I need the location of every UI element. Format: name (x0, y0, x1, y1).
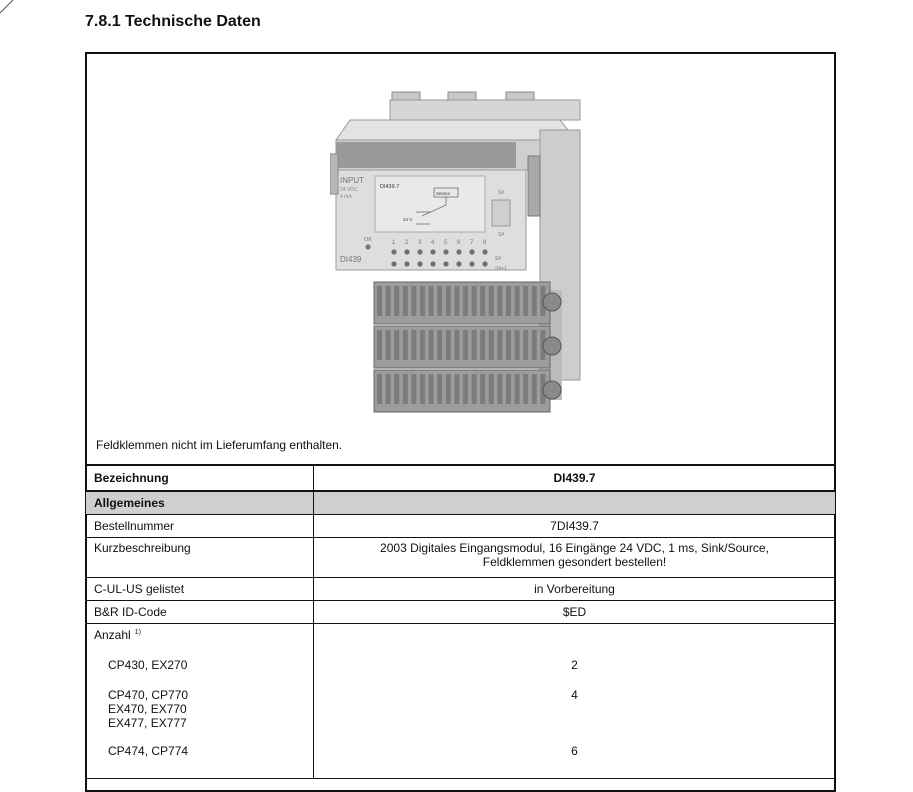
module-right-label-2: S# (498, 232, 505, 238)
section-label: Allgemeines (86, 491, 314, 515)
terminal-slot (394, 330, 399, 360)
table-header-row (86, 465, 836, 491)
terminal-slot (480, 374, 485, 404)
terminal-slot (446, 286, 451, 316)
terminal-slot (506, 374, 511, 404)
channel-number: 6 (457, 240, 461, 246)
row-label: C-UL-US gelistet (86, 578, 314, 601)
terminal-lever (543, 381, 561, 399)
terminal-slot (463, 374, 468, 404)
terminal-slot (411, 286, 416, 316)
terminal-slot (497, 286, 502, 316)
terminal-slot (480, 330, 485, 360)
terminal-slot (394, 286, 399, 316)
terminal-slot (497, 374, 502, 404)
module-model-label: DI439 (340, 255, 362, 264)
channel-number: 7 (470, 240, 474, 246)
anzahl-value: 2 (571, 658, 578, 672)
section-row (86, 491, 836, 515)
terminal-slot (506, 286, 511, 316)
terminal-slot (489, 330, 494, 360)
channel-number: 4 (431, 240, 435, 246)
terminal-slot (523, 286, 528, 316)
anzahl-item (94, 688, 305, 744)
anzahl-item-line: CP430, EX270 (108, 658, 188, 672)
terminal-slot (429, 374, 434, 404)
terminal-slot (532, 374, 537, 404)
terminal-slot (497, 330, 502, 360)
terminal-slot (454, 330, 459, 360)
terminal-slot (472, 286, 477, 316)
terminal-lever (543, 337, 561, 355)
anzahl-item-line: EX477, EX777 (108, 716, 187, 730)
page-corner-mark (0, 0, 14, 14)
section-heading: 7.8.1 Technische Daten (85, 13, 261, 30)
channel-number: 2 (405, 240, 409, 246)
table-row (86, 538, 836, 578)
anzahl-item-line: CP474, CP774 (108, 744, 189, 758)
row-value (314, 538, 836, 578)
channel-led (404, 261, 409, 266)
module-image (330, 90, 585, 420)
row-label: Kurzbeschreibung (86, 538, 314, 578)
terminal-slot (386, 374, 391, 404)
anzahl-item (94, 658, 305, 688)
terminal-slot (489, 286, 494, 316)
terminal-slot (515, 374, 520, 404)
module-ok-label: OK (364, 237, 372, 243)
anzahl-label-cell (86, 624, 314, 779)
channel-led (391, 249, 396, 254)
terminal-lever (543, 293, 561, 311)
terminal-slot (420, 330, 425, 360)
channel-led (417, 261, 422, 266)
terminal-slot (403, 286, 408, 316)
row-value: $ED (314, 601, 836, 624)
terminal-slot (386, 330, 391, 360)
terminal-slot (437, 286, 442, 316)
anzahl-row (86, 624, 836, 779)
terminal-slot (454, 374, 459, 404)
terminal-slot (532, 286, 537, 316)
module-ma-label: 4 mA (340, 194, 352, 200)
anzahl-value: 6 (571, 744, 578, 758)
terminal-slot (437, 374, 442, 404)
anzahl-value: 4 (571, 688, 578, 702)
channel-led (482, 261, 487, 266)
header-value: DI439.7 (314, 465, 836, 491)
anzahl-value-cell (314, 624, 836, 779)
header-label: Bezeichnung (86, 465, 314, 491)
module-input-label: INPUT (340, 176, 364, 185)
terminal-slot (377, 374, 382, 404)
channel-led (417, 249, 422, 254)
channel-led (482, 249, 487, 254)
terminal-blocks (374, 282, 561, 412)
module-right-label-1: S# (498, 190, 505, 196)
terminal-slot (489, 374, 494, 404)
row-value: 7DI439.7 (314, 515, 836, 538)
channel-led (391, 261, 396, 266)
channel-led (469, 249, 474, 254)
terminal-slot (463, 286, 468, 316)
terminal-slot (472, 374, 477, 404)
terminal-slot (411, 374, 416, 404)
terminal-slot (515, 286, 520, 316)
terminal-slot (523, 330, 528, 360)
channel-number: 5 (444, 240, 448, 246)
terminal-slot (394, 374, 399, 404)
channel-led (469, 261, 474, 266)
anzahl-item-line: CP470, CP770 (108, 688, 189, 702)
terminal-slot (515, 330, 520, 360)
channel-number: 1 (392, 240, 396, 246)
terminal-slot (480, 286, 485, 316)
channel-led (404, 249, 409, 254)
terminal-slot (446, 374, 451, 404)
anzahl-item (94, 744, 305, 758)
channel-led (430, 249, 435, 254)
module-s-top-label: S# (495, 256, 502, 262)
terminal-slot (403, 374, 408, 404)
row-value: in Vorbereitung (314, 578, 836, 601)
terminal-slot (429, 330, 434, 360)
terminal-slot (420, 374, 425, 404)
module-s-bottom-label: S#+1 (495, 266, 507, 272)
terminal-slot (437, 330, 442, 360)
terminal-slot (463, 330, 468, 360)
row-value-line: 2003 Digitales Eingangsmodul, 16 Eingänge 24 VDC, 1 ms, Sink/Source, (380, 541, 769, 555)
table-row (86, 601, 836, 624)
table-row (86, 515, 836, 538)
terminal-slot (429, 286, 434, 316)
module-inner-model-label: DI439.7 (380, 184, 400, 190)
terminal-slot (377, 286, 382, 316)
row-value-line: Feldklemmen gesondert bestellen! (482, 555, 667, 569)
terminal-slot (472, 330, 477, 360)
section-value (314, 491, 836, 515)
spec-table (85, 464, 836, 779)
row-label: B&R ID-Code (86, 601, 314, 624)
channel-number: 8 (483, 240, 487, 246)
anzahl-item-line: EX470, EX770 (108, 702, 187, 716)
image-caption: Feldklemmen nicht im Lieferumfang enthalten. (96, 438, 343, 452)
module-sensor-label: Sensor (436, 191, 451, 196)
channel-led (430, 261, 435, 266)
channel-number: 3 (418, 240, 422, 246)
terminal-slot (377, 330, 382, 360)
terminal-slot (532, 330, 537, 360)
terminal-slot (403, 330, 408, 360)
channel-led (456, 249, 461, 254)
row-label: Bestellnummer (86, 515, 314, 538)
terminal-slot (420, 286, 425, 316)
footnote-marker: 1) (134, 629, 141, 636)
terminal-slot (386, 286, 391, 316)
table-row (86, 578, 836, 601)
module-sensor-volt-label: 24 V (403, 217, 413, 222)
terminal-slot (411, 330, 416, 360)
module-voltage-label: 24 VDC (340, 187, 358, 193)
terminal-slot (446, 330, 451, 360)
channel-led (443, 249, 448, 254)
channel-led (443, 261, 448, 266)
terminal-slot (454, 286, 459, 316)
terminal-slot (506, 330, 511, 360)
terminal-slot (523, 374, 528, 404)
channel-led (456, 261, 461, 266)
anzahl-label: Anzahl (94, 628, 131, 642)
